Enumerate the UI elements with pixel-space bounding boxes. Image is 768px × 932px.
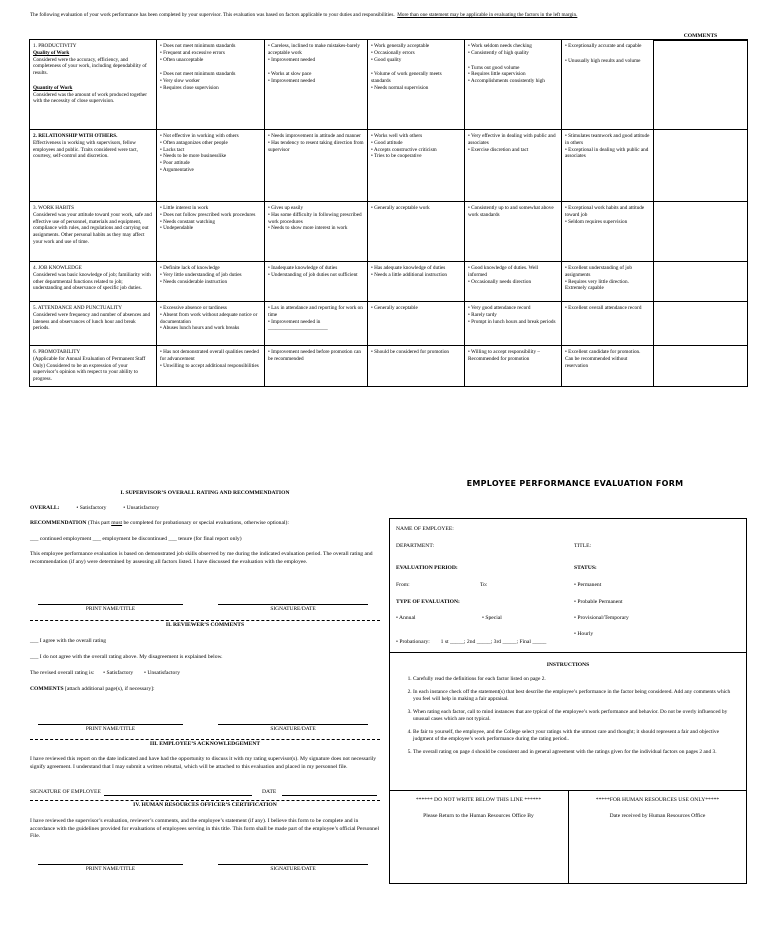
factor-description: Effectiveness in working with supervisors, fellow employees and public. Traits considered were tact, courtesy, self-control and discretion. <box>33 139 138 160</box>
employee-signature-label: SIGNATURE OF EMPLOYEE <box>30 789 101 795</box>
instruction-item: 4. Be fair to yourself, the employee, and the College select your ratings with the utmost care and thought; it should represent a fair and objective judgment of the employee’s work performance during the rating period.. <box>413 729 737 743</box>
factor-row <box>30 130 748 202</box>
factor-row <box>30 346 748 387</box>
factor-description: Considered was basic knowledge of job; familiarity with other departmental functions related to job; understanding and observance of specific job duties. <box>33 271 151 292</box>
rating-option[interactable]: • Needs constant watching <box>160 218 215 225</box>
rating-option[interactable]: • Works at slow pace <box>268 71 312 78</box>
rating-option[interactable]: • Good attitude <box>371 139 403 146</box>
recommendation-text-a: (This part <box>87 520 110 526</box>
factor-title: 2. RELATIONSHIP WITH OTHERS. <box>33 133 118 139</box>
instructions-heading: INSTRUCTIONS <box>546 662 590 668</box>
rating-cell[interactable] <box>562 262 654 302</box>
rating-cell[interactable] <box>368 202 465 262</box>
rating-option[interactable]: • Excellent candidate for promotion. Can be recommended without reservation <box>565 349 641 369</box>
comments-cell[interactable] <box>654 130 748 202</box>
section-divider <box>30 620 380 621</box>
rating-cell[interactable] <box>157 40 265 130</box>
rating-cell[interactable] <box>465 40 562 130</box>
recommendation-row <box>30 520 385 527</box>
rating-option[interactable]: • Needs to be more businesslike <box>160 153 227 160</box>
rating-cell[interactable] <box>368 262 465 302</box>
factor-cell <box>30 346 157 387</box>
rating-option[interactable]: • Often unacceptable <box>160 56 204 63</box>
status-hourly-option[interactable]: • Hourly <box>574 631 594 637</box>
rating-cell[interactable] <box>265 302 368 346</box>
reviewer-print-name-caption: PRINT NAME/TITLE <box>85 726 136 732</box>
recommendation-label: RECOMMENDATION <box>30 520 87 526</box>
rating-cell[interactable] <box>368 302 465 346</box>
factor-description: Considered were the accuracy, efficiency, and completeness of your work, including dependability of results. <box>33 56 147 76</box>
supervisor-signature-caption: SIGNATURE/DATE <box>270 606 316 612</box>
rating-cell[interactable] <box>368 130 465 202</box>
rating-option[interactable]: • Has some difficulty in following prescribed work procedures <box>268 211 362 225</box>
form-column-divider <box>568 790 569 884</box>
supervisor-heading: I. SUPERVISOR’S OVERALL RATING AND RECOMMENDATION <box>120 490 290 496</box>
rating-option[interactable]: • Has tendency to resent taking direction from supervisor <box>268 139 364 153</box>
date-received-label[interactable]: Date received by Human Resources Office <box>609 813 706 819</box>
rating-option[interactable]: • Often antagonizes other people <box>160 139 228 146</box>
rating-option[interactable]: • Seldom requires supervision <box>565 218 628 225</box>
rating-option[interactable]: • Generally acceptable <box>371 305 418 311</box>
rating-cell[interactable] <box>265 346 368 387</box>
rating-option[interactable]: • Has adequate knowledge of duties <box>371 265 446 271</box>
rating-option[interactable]: • Generally acceptable work <box>371 205 430 211</box>
department-label[interactable]: DEPARTMENT: <box>396 543 435 549</box>
rating-option[interactable]: • Needs considerable instruction <box>160 278 228 285</box>
rating-option[interactable]: • Does not meet minimum standards <box>160 43 236 49</box>
reviewer-comments-label: COMMENTS <box>30 686 64 692</box>
rating-option[interactable]: • Excessive absence or tardiness <box>160 305 227 311</box>
rating-option[interactable]: • Exceptional in dealing with public and associates <box>565 146 649 160</box>
rating-option[interactable]: • Needs normal supervision <box>371 84 429 91</box>
rating-option[interactable]: • Undependable <box>160 225 194 232</box>
factor-row <box>30 40 748 130</box>
rating-option[interactable]: • Has not demonstrated overall qualities needed for advancement <box>160 349 259 362</box>
rating-option[interactable]: • Needs to show more interest in work <box>268 225 348 232</box>
from-label[interactable]: From: <box>396 582 410 588</box>
rating-option[interactable]: • Prompt in lunch hours and break periods <box>468 318 556 325</box>
rating-option[interactable]: • Rarely tardy <box>468 311 497 318</box>
factor-row <box>30 202 748 262</box>
rating-option[interactable]: • Accomplishments consistently high <box>468 78 545 84</box>
rating-option[interactable]: • Works well with others <box>371 133 423 139</box>
comments-cell[interactable] <box>654 302 748 346</box>
rating-option[interactable]: • Willing to accept responsibility – Recommended for promotion <box>468 349 540 362</box>
factor-cell <box>30 130 157 202</box>
evaluation-type-label: TYPE OF EVALUATION: <box>396 599 460 605</box>
factor-row <box>30 262 748 302</box>
rating-option[interactable]: • Careless, inclined to make mistakes-barely acceptable work <box>268 43 360 56</box>
rating-option[interactable]: • Good quality <box>371 56 402 63</box>
rating-option[interactable]: • Inadequate knowledge of duties <box>268 265 338 271</box>
probationary-final-field[interactable]: Final _____ <box>519 639 547 645</box>
supervisor-statement: This employee performance evaluation is based on demonstrated job skills observed by me during the indicated evaluation period. The overall rating and recommendation (if any) were determined by assessing all factors listed. I have discussed the evaluation with the employee. <box>30 551 373 565</box>
hr-signature-line[interactable] <box>218 864 368 865</box>
reviewer-heading: II. REVIEWER’S COMMENTS <box>165 622 245 628</box>
probationary-2nd-field[interactable]: 2nd _____; <box>466 639 493 645</box>
overall-unsatisfactory-option[interactable]: • Unsatisfactory <box>123 505 160 511</box>
hr-signature-caption: SIGNATURE/DATE <box>270 866 316 872</box>
rating-cell[interactable] <box>265 130 368 202</box>
employee-date-line[interactable] <box>282 795 377 796</box>
comments-cell[interactable] <box>654 346 748 387</box>
employee-statement: I have reviewed this report on the date indicated and have had the opportunity to discuss it with my rating supervisor(s). My signature does not necessarily signify agreement. I understand that I may submit a written rebuttal, which will be attached to this evaluation and placed in my personnel file. <box>30 756 377 770</box>
rating-option[interactable]: • Consistently of high quality <box>468 49 529 56</box>
revised-satisfactory-option[interactable]: • Satisfactory <box>103 670 134 676</box>
rating-cell[interactable] <box>465 130 562 202</box>
rating-cell[interactable] <box>465 346 562 387</box>
comments-header: COMMENTS <box>654 33 747 41</box>
supervisor-signature-line[interactable] <box>218 604 368 605</box>
type-probationary-row <box>396 639 586 646</box>
rating-option[interactable]: • Very little understanding of job duties <box>160 271 242 278</box>
comments-cell[interactable] <box>654 262 748 302</box>
rating-option[interactable]: • Work seldom needs checking <box>468 43 532 49</box>
status-provisional-option[interactable]: • Provisional/Temporary <box>574 615 629 621</box>
rating-cell[interactable] <box>265 40 368 130</box>
hr-name-line[interactable] <box>38 864 183 865</box>
comments-cell[interactable] <box>654 33 748 130</box>
employee-name-label[interactable]: NAME OF EMPLOYEE: <box>396 526 454 532</box>
evaluation-factors-table <box>29 33 748 387</box>
overall-rating-row <box>30 505 380 512</box>
comments-cell[interactable] <box>654 202 748 262</box>
instruction-item: 3. When rating each factor, call to mind instances that are typical of the employee’s work performance and behavior. Do not be overly influenced by unusual cases which are not typical. <box>413 709 737 723</box>
hr-statement: I have reviewed the supervisor’s evaluation, reviewer’s comments, and the employee’s statement (if any). I believe this form to be complete and in accordance with the guidelines provided for evaluations of employees serving in this title. This form shall be made part of the employee’s official Personnel File. <box>30 818 379 840</box>
rating-cell[interactable] <box>562 346 654 387</box>
factor-description: Considered was your attitude toward your work, safe and effective use of personnel, materials and equipment, compliance with rules, and regulations and carrying out assignments. Other personal habits as they may affect your work and use of time. <box>33 211 152 245</box>
rating-option[interactable]: • Needs improvement in attitude and manner <box>268 133 361 139</box>
rating-option[interactable]: • Lax in attendance and reporting for work on time <box>268 305 363 318</box>
factor-title: 4. JOB KNOWLEDGE <box>33 265 82 271</box>
rating-option[interactable]: • Requires little supervision <box>468 71 526 78</box>
revised-rating-label: The revised overall rating is: <box>30 670 95 676</box>
rating-option[interactable]: • Not effective in working with others <box>160 133 239 139</box>
rating-cell[interactable] <box>265 202 368 262</box>
intro-underlined: More than one statement may be applicable in evaluating the factors in the left margin. <box>397 12 578 18</box>
form-title: EMPLOYEE PERFORMANCE EVALUATION FORM <box>466 479 684 488</box>
rating-cell[interactable] <box>157 302 265 346</box>
rating-option[interactable]: • Good knowledge of duties. Well informed <box>468 265 539 278</box>
reviewer-comments-note: [attach additional page(s), if necessary]: <box>64 686 155 692</box>
rating-option[interactable]: • Very effective in dealing with public and associates <box>468 133 556 146</box>
rating-option[interactable]: • Lacks tact <box>160 146 185 153</box>
rating-option[interactable]: • Unusually high results and volume <box>565 57 641 64</box>
reviewer-agree-option[interactable]: ___ I agree with the overall rating <box>30 638 107 644</box>
overall-satisfactory-option[interactable]: • Satisfactory <box>76 505 107 511</box>
section-divider <box>30 739 380 740</box>
rating-cell[interactable] <box>368 40 465 130</box>
rating-option[interactable]: • Exercise discretion and tact <box>468 146 529 153</box>
rating-option[interactable]: • Poor attitude <box>160 160 190 166</box>
reviewer-name-line[interactable] <box>38 724 183 725</box>
rating-option[interactable]: • Needs a little additional instruction <box>371 271 448 278</box>
rating-option[interactable]: • Argumentative <box>160 166 194 173</box>
rating-option[interactable]: • Abuses lunch hours and work breaks <box>160 325 240 332</box>
rating-option[interactable]: • Understanding of job duties not sufficient <box>268 271 358 278</box>
rating-cell[interactable] <box>562 202 654 262</box>
reviewer-disagree-option[interactable]: ___ I do not agree with the overall rating above. My disagreement is explained below. <box>30 654 223 660</box>
status-probable-permanent-option[interactable]: • Probable Permanent <box>574 599 623 605</box>
factor-description: Considered was the amount of work produced together with the necessity of close supervision. <box>33 91 147 105</box>
factor-title: 5. ATTENDANCE AND PUNCTUALITY <box>33 305 123 311</box>
type-probationary-option[interactable]: • Probationary: <box>396 639 430 645</box>
instruction-item: 5. The overall rating on page 4 should be consistent and in general agreement with the ratings given for the individual factors on pages 2 and 3. <box>413 749 737 756</box>
title-label[interactable]: TITLE: <box>574 543 592 549</box>
recommendation-text-b: be completed for probationary or special evaluations, otherwise optional): <box>123 520 289 526</box>
rating-option[interactable]: • Should be considered for promotion <box>371 349 450 355</box>
reviewer-signature-line[interactable] <box>218 724 368 725</box>
rating-cell[interactable] <box>265 262 368 302</box>
hr-print-name-caption: PRINT NAME/TITLE <box>85 866 136 872</box>
rating-option[interactable]: • Consistently up to and somewhat above work standards <box>468 205 554 218</box>
supervisor-name-line[interactable] <box>38 604 183 605</box>
type-special-option[interactable]: • Special <box>482 615 502 621</box>
rating-cell[interactable] <box>157 346 265 387</box>
rating-option[interactable]: • Turns out good volume <box>468 64 520 71</box>
rating-option[interactable]: • Occasionally errors <box>371 49 415 56</box>
section-divider <box>30 800 380 801</box>
rating-option[interactable]: • Exceptional work habits and attitude toward job <box>565 205 645 218</box>
factor-description: (Applicable for Annual Evaluation of Permanent Staff Only) Considered to be an expression of your supervisor’s opinion with respect to your ability to progress. <box>33 355 146 382</box>
factor-subtitle: Quality of Work <box>33 49 70 56</box>
rating-option[interactable]: • Tries to be cooperative <box>371 153 422 160</box>
form-divider <box>389 652 747 653</box>
factor-title: 1. PRODUCTIVITY <box>33 43 77 49</box>
rating-option[interactable]: • Improvement needed <box>268 56 316 63</box>
factor-row <box>30 302 748 346</box>
rating-option[interactable]: • Work generally acceptable <box>371 43 430 49</box>
factor-subtitle: Quantity of Work <box>33 84 73 91</box>
rating-option[interactable]: • Improvement needed <box>268 78 316 84</box>
recommendation-must: must <box>111 520 123 526</box>
employee-signature-line[interactable] <box>104 795 252 796</box>
rating-option[interactable]: • Volume of work generally meets standards <box>371 71 442 84</box>
intro-main: The following evaluation of your work performance has been completed by your supervisor. This evaluation was based on factors applicable to your duties and responsibilities. <box>30 12 395 18</box>
rating-cell[interactable] <box>562 130 654 202</box>
rating-option[interactable]: • Excellent understanding of job assignments <box>565 265 632 278</box>
instruction-item: 2. In each instance check off the statement(s) that best describe the employee’s performance in the factor being considered. Add any comments which you feel will help in making a fair appraisal. <box>413 689 737 703</box>
rating-option[interactable]: • Requires very little direction. Extremely capable <box>565 278 629 292</box>
rating-option[interactable]: • Frequent and excessive errors <box>160 49 225 56</box>
revised-rating-row <box>30 670 380 677</box>
rating-option[interactable]: • Very slow worker <box>160 78 200 84</box>
return-note[interactable]: Please Return to the Human Resources Office By <box>423 813 534 819</box>
rating-option[interactable]: • Gives up easily <box>268 205 304 211</box>
rating-option[interactable]: • Improvement needed in <box>268 318 321 325</box>
rating-option[interactable]: • Requires close supervision <box>160 84 219 91</box>
rating-option[interactable]: • Definite lack of knowledge <box>160 265 220 271</box>
rating-option[interactable]: • Little interest in work <box>160 205 209 211</box>
rating-option[interactable]: • Does not meet minimum standards <box>160 71 236 78</box>
probationary-3rd-field[interactable]: 3rd _____; <box>493 639 519 645</box>
factor-title: 3. WORK HABITS <box>33 205 74 211</box>
rating-option[interactable]: • Improvement needed before promotion can be recommended <box>268 349 361 362</box>
rating-cell[interactable] <box>465 262 562 302</box>
supervisor-print-name-caption: PRINT NAME/TITLE <box>85 606 136 612</box>
rating-option[interactable]: • Unwilling to accept additional responsibilities <box>160 362 259 369</box>
evaluation-period-label: EVALUATION PERIOD: <box>396 565 458 571</box>
factor-title: 6. PROMOTABILITY <box>33 349 81 355</box>
rating-cell[interactable] <box>465 202 562 262</box>
do-not-write-notice: ****** DO NOT WRITE BELOW THIS LINE ****** <box>415 797 542 803</box>
to-label[interactable]: To: <box>480 582 488 588</box>
overall-label: OVERALL: <box>30 505 60 511</box>
hr-use-only-notice: *****FOR HUMAN RESOURCES USE ONLY***** <box>595 797 720 803</box>
instruction-item: 1. Carefully read the definitions for each factor listed on page 2. <box>413 676 737 683</box>
factor-cell <box>30 40 157 130</box>
status-label: STATUS: <box>574 565 597 571</box>
rating-option[interactable]: • Excellent overall attendance record <box>565 305 642 311</box>
hr-heading: IV. HUMAN RESOURCES OFFICER’S CERTIFICATION <box>133 802 277 808</box>
rating-cell[interactable] <box>157 202 265 262</box>
employee-date-label: DATE <box>262 789 277 795</box>
rating-option[interactable]: • Absent from work without adequate notice or documentation <box>160 311 258 325</box>
intro-text <box>30 12 750 19</box>
rating-option[interactable]: • Accepts constructive criticism <box>371 146 437 153</box>
status-permanent-option[interactable]: • Permanent <box>574 582 602 588</box>
factor-cell <box>30 202 157 262</box>
factor-cell <box>30 262 157 302</box>
probationary-1st-field[interactable]: 1 st _____; <box>440 639 466 645</box>
instructions-list <box>397 676 737 762</box>
revised-unsatisfactory-option[interactable]: • Unsatisfactory <box>144 670 180 676</box>
rating-option[interactable]: _______________________ <box>268 325 328 332</box>
rating-option[interactable]: • Very good attendance record <box>468 305 531 311</box>
type-annual-option[interactable]: • Annual <box>396 615 416 621</box>
rating-option[interactable]: • Does not follow prescribed work procedures <box>160 211 256 218</box>
rating-cell[interactable] <box>562 40 654 130</box>
rating-cell[interactable] <box>157 262 265 302</box>
rating-cell[interactable] <box>465 302 562 346</box>
employee-heading: III. EMPLOYEE’S ACKNOWLEDGEMENT <box>149 741 261 747</box>
rating-cell[interactable] <box>368 346 465 387</box>
rating-cell[interactable] <box>157 130 265 202</box>
rating-option[interactable]: • Occasionally needs direction <box>468 278 532 285</box>
factor-description: Considered were frequency and number of absences and lateness and observances of lunch hour and break periods. <box>33 311 151 332</box>
reviewer-signature-caption: SIGNATURE/DATE <box>270 726 316 732</box>
reviewer-comments-row <box>30 686 380 693</box>
rating-cell[interactable] <box>562 302 654 346</box>
recommendation-options[interactable]: ___ continued employment ___ employment be discontinued ___ tenure (for final report only) <box>30 536 242 542</box>
rating-option[interactable]: • Stimulates teamwork and good attitude in others <box>565 133 650 146</box>
factor-cell <box>30 302 157 346</box>
rating-option[interactable]: • Exceptionally accurate and capable <box>565 43 642 49</box>
